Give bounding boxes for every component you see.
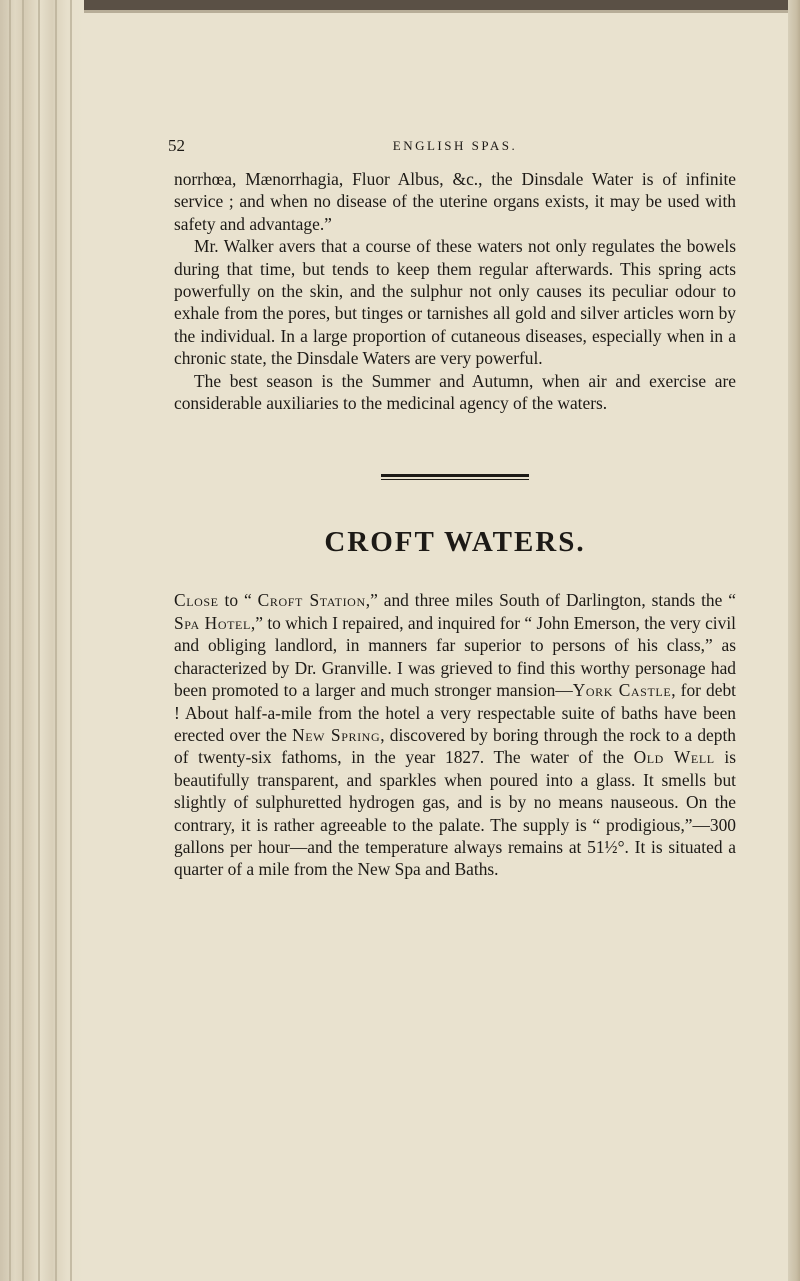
book-page — [168, 136, 737, 881]
page-right-edge — [788, 0, 800, 1281]
page-top-edge — [0, 0, 800, 10]
gutter-line — [55, 0, 57, 1281]
small-caps-text: York Castle — [572, 680, 672, 701]
gutter-line — [38, 0, 40, 1281]
paragraph: The best season is the Summer and Autumn, when air and exercise are considerable auxiliaries to the medicinal agency of the waters. — [174, 370, 736, 414]
paragraph: Mr. Walker avers that a course of these waters not only regulates the bowels during that time, but tends to keep them regular afterwards. This spring acts powerfully on the skin, and the sulphur not only causes its peculiar odour to exhale from the pores, but tinges or tarnishes all gold and silver articles worn by the individual. In a large proportion of cutaneous diseases, especially when in a chronic state, the Dinsdale Waters are very powerful. — [174, 236, 736, 369]
running-title: ENGLISH SPAS. — [392, 138, 518, 153]
section-divider — [381, 474, 529, 480]
book-gutter — [0, 0, 84, 1281]
paragraph: norrhœa, Mænorrhagia, Fluor Albus, &c., the Dinsdale Water is of infinite service ; and when no disease of the uterine organs exists, it may be used with safety and advantage.” — [174, 169, 736, 234]
section-title: CROFT WATERS. — [324, 526, 586, 559]
small-caps-text: Spa Hotel — [174, 612, 251, 633]
paragraph: Close to “ Croft Station,” and three miles South of Darlington, stands the “ Spa Hotel,” to which I repaired, and inquired for “ John Emerson, the very civil and obliging landlord, in manners far superior to persons of his class,” as characterized by Dr. Granville. I was grieved to find this worthy personage had been promoted to a larger and much stronger mansion—York Castle, for debt ! About half-a-mile from the hotel a very respectable suite of baths have been erected over the New Spring, discovered by boring through the rock to a depth of twenty-six fathoms, in the year 1827. The water of the Old Well is beautifully transparent, and sparkles when poured into a glass. It smells but slightly of sulphuretted hydrogen gas, and is by no means nauseous. On the contrary, it is rather agreeable to the palate. The supply is “ prodigious,”—300 gallons per hour—and the temperature always remains at 51½°. It is situated a quarter of a mile from the New Spa and Baths. — [174, 590, 737, 880]
gutter-line — [9, 0, 11, 1281]
page-top-shadow — [0, 10, 800, 13]
body-text-croft — [174, 589, 736, 880]
gutter-line — [22, 0, 24, 1281]
small-caps-text: New Spring — [292, 724, 381, 745]
running-head — [168, 136, 736, 160]
page-number: 52 — [168, 136, 185, 155]
small-caps-text: Old Well — [633, 747, 715, 768]
body-text-top — [174, 168, 736, 414]
small-caps-text: Close — [174, 590, 219, 611]
gutter-line — [70, 0, 72, 1281]
small-caps-text: Croft Station — [257, 590, 366, 611]
